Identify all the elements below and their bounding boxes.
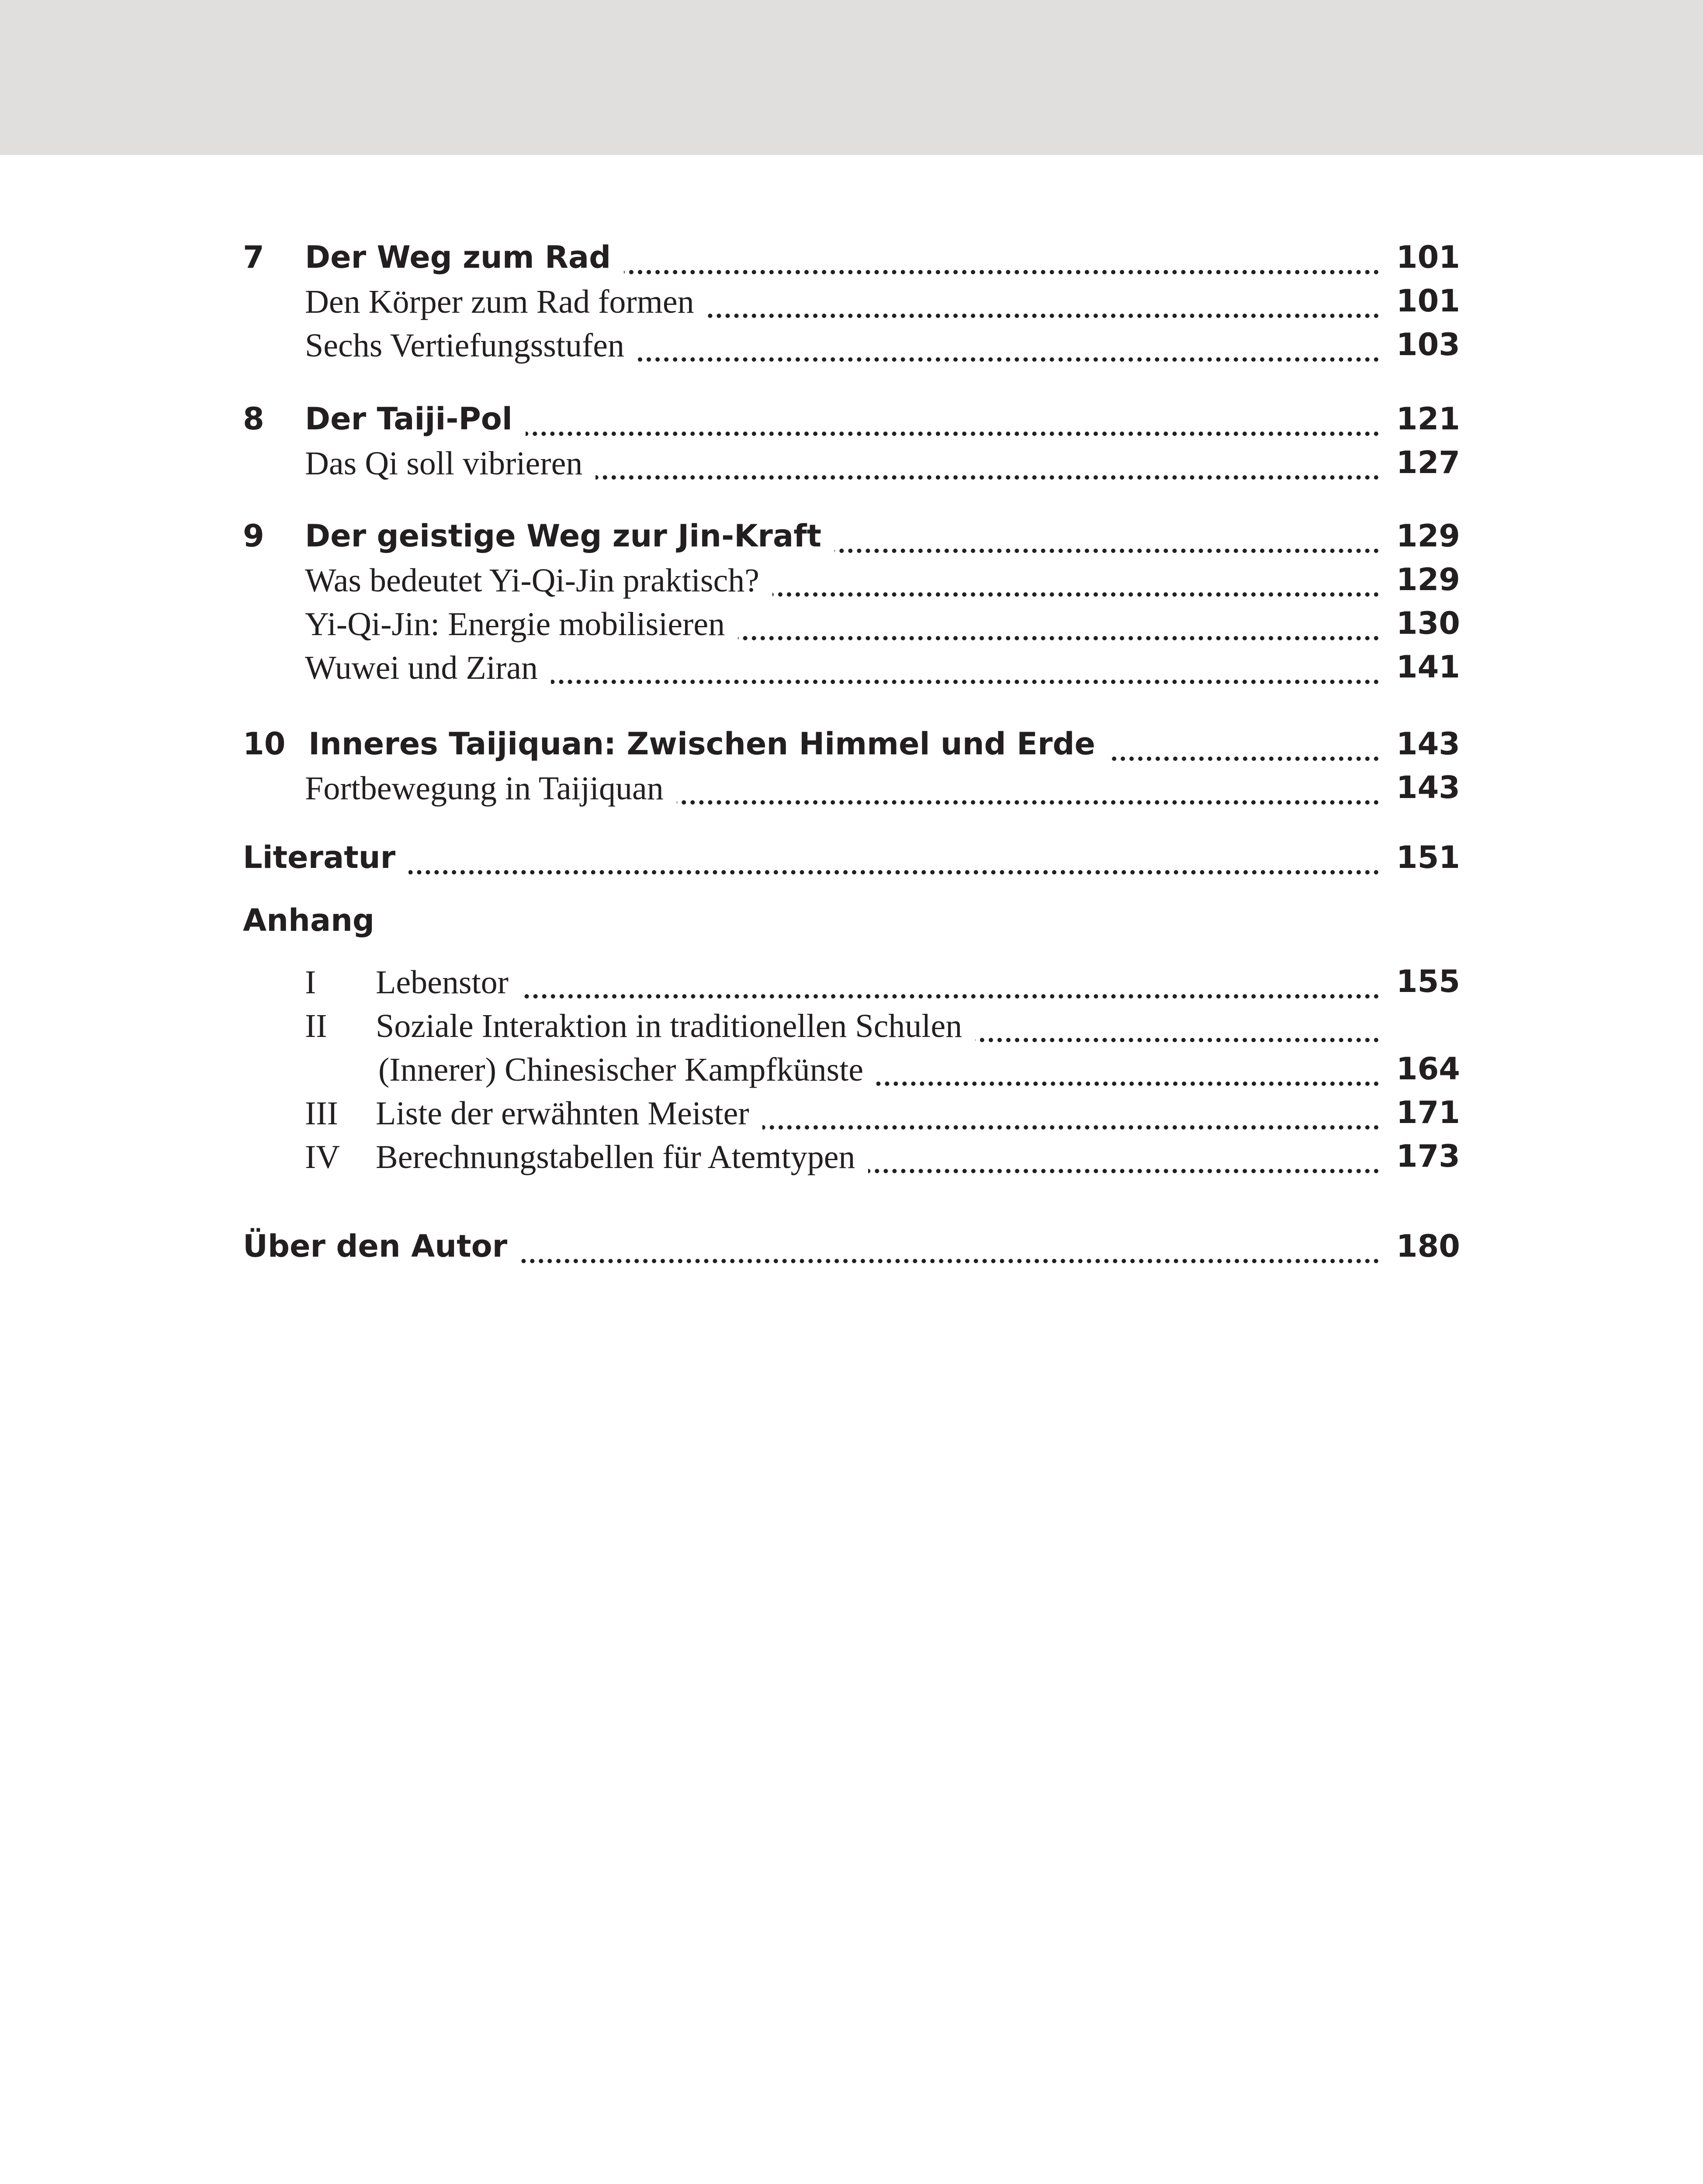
appendix-numeral: IV [305,1139,340,1175]
chapter-number: 7 [243,239,264,275]
toc-entry [0,1095,1703,1138]
page-number: 121 [1396,401,1460,437]
toc-entry [0,840,1703,883]
page-number: 143 [1396,770,1460,805]
toc-entry [0,283,1703,327]
page-number: 151 [1396,840,1460,875]
toc-entry [0,518,1703,562]
entry-title[interactable]: Berechnungstabellen für Atemtypen [376,1138,868,1176]
chapter-number: 8 [243,401,264,437]
page-number: 164 [1396,1051,1460,1087]
chapter-number: 9 [243,518,264,554]
entry-title[interactable]: Soziale Interaktion in traditionellen Schulen [376,1007,975,1045]
page-number: 141 [1396,649,1460,685]
entry-title[interactable]: Literatur [243,840,408,875]
entry-title[interactable]: Was bedeutet Yi-Qi-Jin praktisch? [305,562,772,600]
page-number: 180 [1396,1228,1460,1264]
page-number: 101 [1396,239,1460,275]
entry-title[interactable]: Den Körper zum Rad formen [305,283,707,321]
page-number: 143 [1396,726,1460,762]
toc-entry [0,726,1703,770]
chapter-number: 10 [243,726,286,762]
section-heading: Anhang [243,902,375,938]
page-number: 127 [1396,445,1460,480]
toc-entry [0,770,1703,813]
toc-entry [0,1228,1703,1272]
toc-entry [0,239,1703,283]
entry-title[interactable]: Wuwei und Ziran [305,649,551,687]
dot-leader [269,870,1379,874]
entry-title[interactable]: Der Weg zum Rad [305,239,624,275]
entry-title[interactable]: Inneres Taijiquan: Zwischen Himmel und Erde [308,726,1108,762]
toc-entry [0,1007,1703,1051]
appendix-numeral: III [305,1095,338,1132]
entry-title[interactable]: Das Qi soll vibrieren [305,445,595,483]
page-number: 173 [1396,1138,1460,1174]
entry-title[interactable]: Liste der erwähnten Meister [376,1095,762,1133]
toc-entry [0,562,1703,605]
toc-entry [0,964,1703,1007]
toc-entry [0,1051,1703,1095]
toc-entry [0,649,1703,693]
toc-entry [0,401,1703,445]
entry-title[interactable]: Über den Autor [243,1228,520,1264]
toc-entry [0,605,1703,649]
entry-title[interactable]: Sechs Vertiefungsstufen [305,327,637,365]
page-number: 130 [1396,605,1460,641]
page-number: 129 [1396,518,1460,554]
entry-title[interactable]: Yi-Qi-Jin: Energie mobilisieren [305,605,738,643]
entry-title[interactable]: Der geistige Weg zur Jin-Kraft [305,518,834,554]
page-number: 171 [1396,1095,1460,1130]
entry-title[interactable]: (Innerer) Chinesischer Kampfkünste [378,1051,876,1089]
page-number: 103 [1396,327,1460,363]
toc-entry [0,445,1703,488]
page-number: 101 [1396,283,1460,319]
entry-title[interactable]: Fortbewegung in Taijiquan [305,770,677,808]
appendix-numeral: II [305,1008,327,1044]
toc-entry [0,1138,1703,1182]
toc-entry [0,902,1703,946]
toc-entry [0,327,1703,370]
page-number: 155 [1396,964,1460,999]
appendix-numeral: I [305,964,316,1001]
page-number: 129 [1396,562,1460,598]
dot-leader [402,994,1379,999]
entry-title[interactable]: Lebenstor [376,964,522,1002]
entry-title[interactable]: Der Taiji-Pol [305,401,526,437]
